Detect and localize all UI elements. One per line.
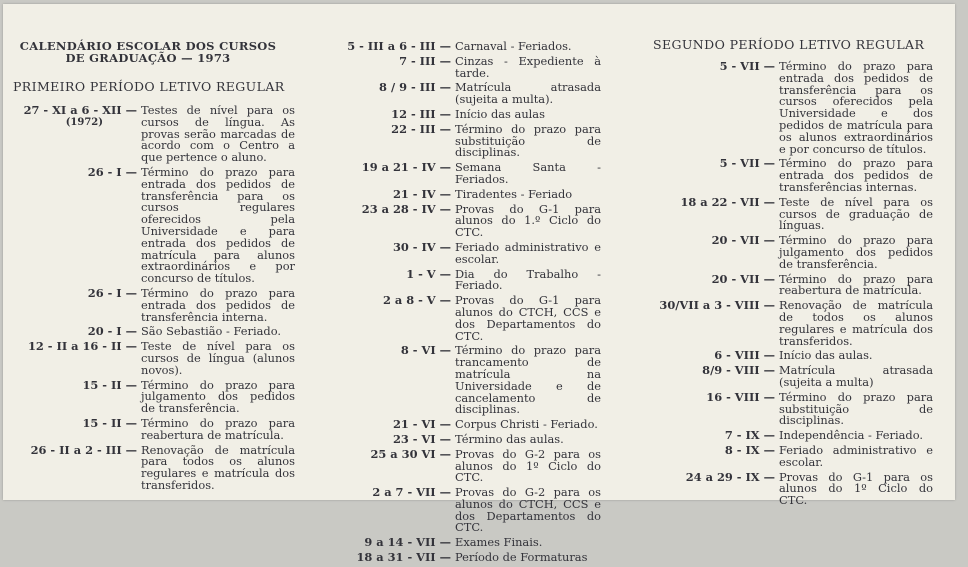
entry-date-label: 20 - I —: [87, 324, 137, 339]
entry-text: Término do prazo para trancamento de matrícula na Universidade e de cancelamento de disciplinas.: [455, 343, 601, 417]
entry-date: [325, 487, 455, 534]
entry-date: [325, 121, 455, 159]
entry-date: [653, 430, 779, 442]
entry-date-label: 22 - III —: [391, 121, 451, 136]
title-line-1: CALENDÁRIO ESCOLAR DOS CURSOS: [19, 39, 277, 53]
entry-date: [13, 326, 141, 338]
second-period-list: [653, 61, 943, 507]
entry-date-label: 15 - II —: [82, 415, 137, 430]
entry-date: [13, 285, 141, 323]
calendar-entry: [325, 201, 625, 240]
calendar-entry: [13, 326, 313, 338]
entry-date: [325, 345, 455, 416]
entry-text: Término do prazo para reabertura de matrícula.: [779, 271, 933, 298]
entry-date: [13, 415, 141, 442]
first-period-heading: PRIMEIRO PERÍODO LETIVO REGULAR: [13, 79, 285, 94]
entry-date: [653, 61, 779, 155]
calendar-entry: [13, 285, 313, 324]
entry-date-label: 24 a 29 - IX —: [685, 469, 775, 484]
entry-text: Independência - Feriado.: [779, 428, 923, 443]
calendar-entry: [653, 194, 943, 233]
entry-text: Provas do G-2 para os alunos do CTCH, CCS e dos Departamentos do CTC.: [455, 485, 601, 535]
entry-text: Corpus Christi - Feriado.: [455, 417, 598, 432]
entry-date: [325, 53, 455, 80]
calendar-entry: [325, 239, 625, 266]
entry-date-label: 8 - VI —: [400, 343, 451, 358]
calendar-entry: [325, 487, 625, 534]
entry-date-label: 5 - VII —: [719, 156, 775, 171]
entry-text: Semana Santa - Feriados.: [455, 160, 601, 186]
entry-date-label: 30/VII a 3 - VIII —: [659, 298, 775, 313]
entry-date-label: 8 / 9 - III —: [379, 80, 451, 95]
calendar-entry: [653, 350, 943, 362]
calendar-entry: [653, 430, 943, 442]
entry-text: Término do prazo para substituição de disciplinas.: [455, 121, 601, 160]
calendar-entry: [653, 235, 943, 270]
calendar-entry: [325, 537, 625, 549]
entry-date: [653, 235, 779, 270]
entry-date: [13, 377, 141, 415]
entry-date: [325, 186, 455, 201]
entry-text: Término do prazo para entrada dos pedidos de transferência para os cursos oferecidos pela Universidade e dos pedidos de matrícula para os alunos extraordinários e por concurso de títulos.: [779, 59, 933, 156]
entry-date-label: 26 - I —: [87, 164, 137, 179]
entry-date: [653, 389, 779, 427]
entry-date: [653, 300, 779, 347]
entry-text: Renovação de matrícula de todos os alunos regulares e matrícula dos transferidos.: [779, 298, 933, 348]
entry-date-label: 1 - V —: [406, 266, 451, 281]
calendar-entry: [325, 295, 625, 342]
entry-date-label: 26 - II a 2 - III —: [30, 442, 137, 457]
entry-date-note: (1972): [65, 116, 103, 128]
entry-text: Testes de nível para os cursos de língua. As provas serão marcadas de acordo com o Centro a que pertence o aluno.: [141, 103, 295, 165]
entry-date-label: 5 - III a 6 - III —: [347, 39, 451, 53]
entry-text: Exames Finais.: [455, 535, 543, 550]
entry-text: Provas do G-1 para alunos do 1.º Ciclo do CTC.: [455, 201, 601, 240]
entry-date-label: 23 a 28 - IV —: [361, 201, 451, 216]
calendar-entry: [325, 431, 625, 446]
entry-date-label: 2 a 7 - VII —: [372, 485, 451, 500]
entry-date-label: 5 - VII —: [719, 59, 775, 73]
entry-date: [325, 162, 455, 186]
calendar-entry: [325, 121, 625, 160]
entry-text: Matrícula atrasada (sujeita a multa): [779, 363, 933, 389]
entry-text: Término do prazo para julgamento dos pedidos de transferência.: [779, 233, 933, 271]
first-period-continued-list: [325, 41, 625, 564]
title-line-2: DE GRADUAÇÃO — 1973: [65, 51, 231, 65]
entry-text: Teste de nível para os cursos de língua (alunos novos).: [141, 339, 295, 377]
entry-text: Carnaval - Feriados.: [455, 39, 572, 53]
entry-date: [325, 82, 455, 106]
entry-text: Matrícula atrasada (sujeita a multa).: [455, 80, 601, 107]
calendar-entry: [325, 552, 625, 564]
entry-text: Feriado administrativo e escolar.: [455, 239, 601, 266]
first-period-list: [13, 105, 313, 492]
entry-date: [653, 469, 779, 507]
entry-text: Término das aulas.: [455, 431, 564, 446]
entry-date: [13, 442, 141, 492]
entry-date: [325, 106, 455, 121]
entry-text: Provas do G-1 para os alunos do 1º Ciclo do CTC.: [779, 469, 933, 508]
entry-date: [325, 295, 455, 342]
entry-text: Término do prazo para entrada dos pedidos de transferências internas.: [779, 156, 933, 194]
entry-text: São Sebastião - Feriado.: [141, 324, 281, 339]
entry-date: [325, 552, 455, 564]
entry-date: [13, 105, 141, 164]
entry-date-label: 26 - I —: [87, 285, 137, 300]
calendar-entry: [13, 105, 313, 164]
entry-text: Provas do G-1 para alunos do CTCH, CCS e dos Departamentos do CTC.: [455, 293, 601, 343]
calendar-entry: [653, 365, 943, 389]
entry-date: [325, 431, 455, 446]
entry-text: Cinzas - Expediente à tarde.: [455, 53, 601, 80]
entry-date: [653, 350, 779, 362]
calendar-entry: [13, 341, 313, 376]
entry-text: Período de Formaturas: [455, 550, 588, 565]
calendar-entry: [325, 345, 625, 416]
entry-date-label: 12 - II a 16 - II —: [27, 339, 137, 354]
entry-date: [13, 341, 141, 376]
column-left: [13, 4, 313, 495]
calendar-entry: [325, 106, 625, 121]
entry-date: [325, 266, 455, 293]
calendar-entry: [325, 162, 625, 186]
calendar-entry: [325, 82, 625, 106]
entry-date-label: 27 - XI a 6 - XII —: [23, 103, 137, 117]
calendar-entry: [653, 271, 943, 298]
calendar-entry: [13, 164, 313, 286]
entry-date-label: 25 a 30 VI —: [370, 446, 451, 461]
calendar-entry: [325, 41, 625, 53]
entry-date: [653, 194, 779, 232]
entry-date-label: 18 a 31 - VII —: [356, 550, 451, 565]
calendar-card: [3, 4, 955, 565]
calendar-entry: [653, 389, 943, 428]
calendar-entry: [653, 469, 943, 508]
calendar-entry: [653, 158, 943, 193]
entry-date-label: 9 a 14 - VII —: [364, 535, 451, 550]
calendar-entry: [325, 266, 625, 293]
calendar-entry: [325, 446, 625, 485]
entry-text: Término do prazo para substituição de disciplinas.: [779, 389, 933, 428]
entry-date: [13, 164, 141, 285]
entry-date-label: 15 - II —: [82, 377, 137, 392]
calendar-entry: [653, 61, 943, 155]
entry-date-label: 21 - IV —: [392, 186, 451, 201]
entry-date-label: 18 a 22 - VII —: [680, 194, 775, 209]
entry-text: Término do prazo para entrada dos pedidos de transferência interna.: [141, 285, 295, 324]
entry-date-label: 7 - IX —: [724, 428, 775, 443]
entry-text: Término do prazo para julgamento dos pedidos de transferência.: [141, 377, 295, 416]
entry-text: Feriado administrativo e escolar.: [779, 442, 933, 469]
entry-text: Início das aulas: [455, 106, 545, 121]
entry-date: [325, 446, 455, 484]
calendar-entry: [13, 415, 313, 442]
entry-date-label: 16 - VIII —: [706, 389, 775, 404]
entry-date-label: 2 a 8 - V —: [382, 293, 451, 308]
entry-text: Início das aulas.: [779, 348, 873, 363]
document-title: [13, 40, 283, 64]
entry-date: [653, 365, 779, 389]
entry-text: Término do prazo para entrada dos pedidos de transferência para os cursos regulares oferecidos pela Universidade e para entrada dos pedidos de matrícula para alunos extraordinários e por concurso de títulos.: [141, 164, 295, 286]
entry-text: Tiradentes - Feriado: [455, 186, 573, 201]
entry-text: Provas do G-2 para os alunos do 1º Ciclo do CTC.: [455, 446, 601, 485]
entry-date-label: 20 - VII —: [711, 233, 775, 248]
calendar-entry: [325, 53, 625, 80]
entry-date-label: 20 - VII —: [711, 271, 775, 286]
entry-text: Teste de nível para os cursos de graduação de línguas.: [779, 194, 933, 233]
column-middle: [325, 4, 625, 567]
entry-date: [325, 239, 455, 266]
entry-date: [653, 158, 779, 193]
entry-date-label: 12 - III —: [391, 106, 451, 121]
entry-date: [653, 442, 779, 469]
entry-date-label: 7 - III —: [399, 53, 451, 68]
entry-date-label: 6 - VIII —: [714, 348, 775, 363]
entry-date: [653, 271, 779, 298]
entry-date-label: 23 - VI —: [392, 431, 451, 446]
entry-date-label: 19 a 21 - IV —: [361, 160, 451, 175]
calendar-entry: [653, 300, 943, 347]
entry-date: [325, 537, 455, 549]
entry-text: Término do prazo para reabertura de matrícula.: [141, 415, 295, 442]
entry-date: [325, 419, 455, 431]
entry-text: Dia do Trabalho - Feriado.: [455, 266, 601, 293]
entry-date: [325, 201, 455, 239]
entry-date: [325, 41, 455, 53]
entry-date-label: 8/9 - VIII —: [702, 363, 775, 378]
entry-text: Renovação de matrícula para todos os alunos regulares e matrícula dos transferidos.: [141, 442, 295, 492]
entry-date-label: 8 - IX —: [724, 442, 775, 457]
entry-date-label: 21 - VI —: [392, 417, 451, 432]
calendar-entry: [13, 377, 313, 416]
column-right: [653, 4, 943, 510]
second-period-heading: SEGUNDO PERÍODO LETIVO REGULAR: [653, 37, 925, 52]
entry-date-label: 30 - IV —: [392, 239, 451, 254]
calendar-entry: [325, 419, 625, 431]
calendar-entry: [325, 186, 625, 201]
calendar-entry: [653, 442, 943, 469]
calendar-entry: [13, 442, 313, 492]
